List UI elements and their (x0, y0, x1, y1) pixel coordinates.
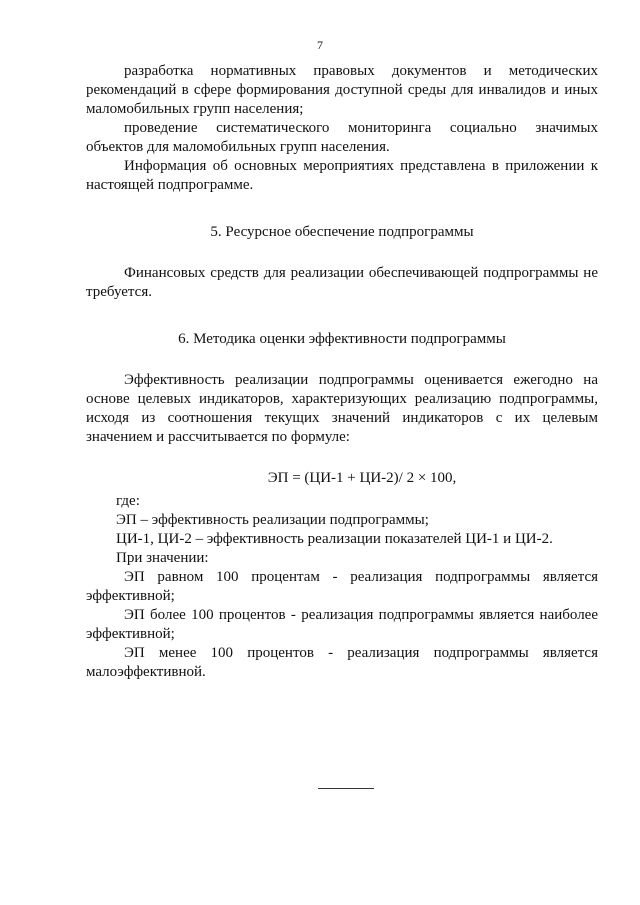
value-equal-100: ЭП равном 100 процентам - реализация подпрограммы является эффективной; (86, 569, 598, 604)
value-below-100: ЭП менее 100 процентов - реализация подпрограммы является малоэффективной. (86, 645, 598, 680)
formula-where: где: (116, 493, 140, 509)
efficiency-formula: ЭП = (ЦИ-1 + ЦИ-2)/ 2 × 100, (267, 470, 457, 486)
formula-definition-ci: ЦИ-1, ЦИ-2 – эффективность реализации показателей ЦИ-1 и ЦИ-2. (116, 531, 553, 547)
value-above-100: ЭП более 100 процентов - реализация подпрограммы является наиболее эффективной; (86, 607, 598, 642)
paragraph-monitoring: проведение систематического мониторинга социально значимых объектов для маломобильных групп населения. (86, 120, 598, 155)
section-6-heading: 6. Методика оценки эффективности подпрограммы (178, 331, 506, 347)
values-intro: При значении: (116, 550, 209, 566)
end-divider (318, 788, 374, 789)
page-number: 7 (317, 38, 323, 52)
document-body (86, 62, 598, 682)
formula-definition-ep: ЭП – эффективность реализации подпрограммы; (116, 512, 429, 528)
section-5-text: Финансовых средств для реализации обеспечивающей подпрограммы не требуется. (86, 265, 598, 300)
section-5-heading: 5. Ресурсное обеспечение подпрограммы (210, 224, 474, 240)
paragraph-information: Информация об основных мероприятиях представлена в приложении к настоящей подпрограмме. (86, 158, 598, 193)
paragraph-regulatory-docs: разработка нормативных правовых документов и методических рекомендаций в сфере формирования доступной среды для инвалидов и иных маломобильных групп населения; (86, 63, 598, 117)
section-6-intro: Эффективность реализации подпрограммы оценивается ежегодно на основе целевых индикаторов, характеризующих реализацию подпрограммы, исходя из соотношения текущих значений индикаторов с их целевым значением и рассчитывается по формуле: (86, 372, 598, 445)
